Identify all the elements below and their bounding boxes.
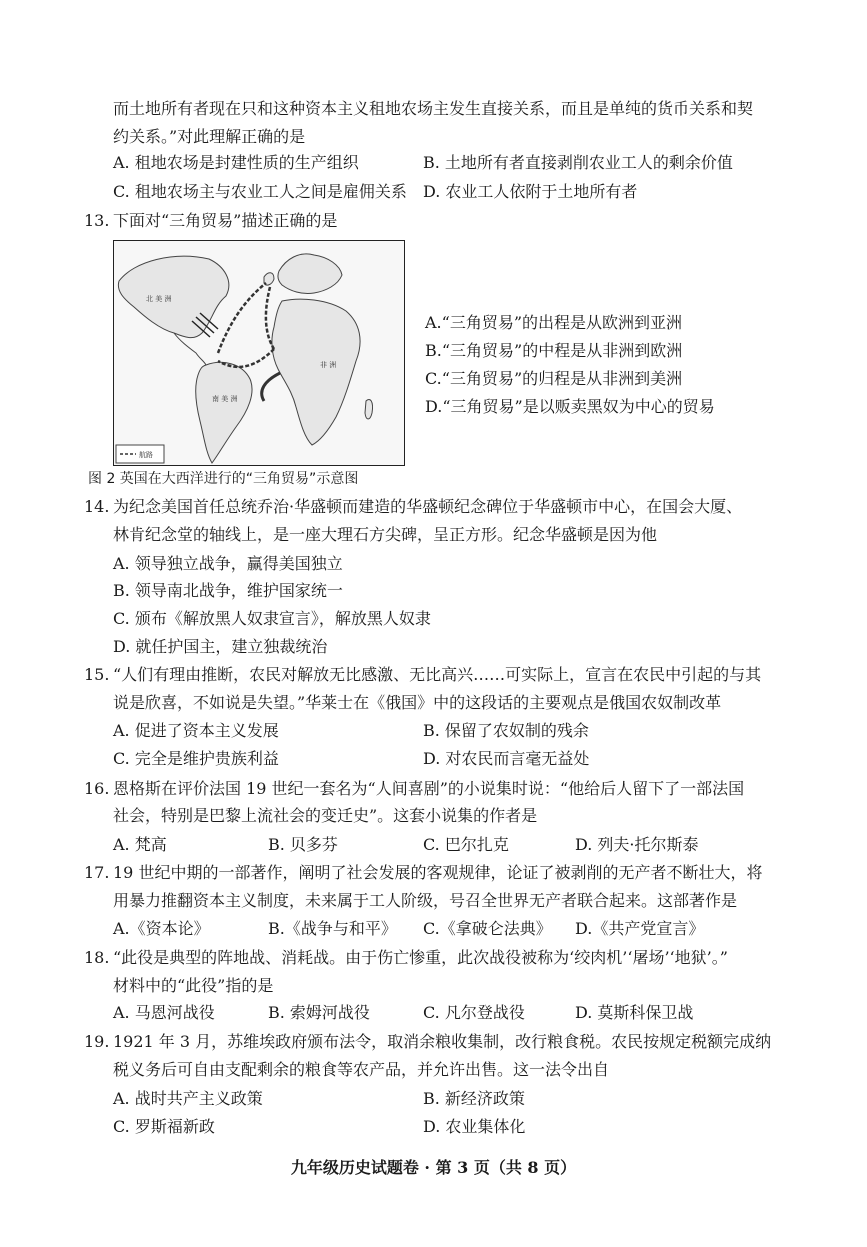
q13-number: 13. xyxy=(84,211,110,230)
q16-option-b: B. 贝多芬 xyxy=(268,835,338,854)
q16-number: 16. xyxy=(84,779,110,798)
map-label-north-america: 北 美 洲 xyxy=(146,295,172,303)
q16-option-c: C. 巴尔扎克 xyxy=(423,835,509,854)
q19-stem-line-2: 税义务后可自由支配剩余的粮食等农产品，并允许出售。这一法令出自 xyxy=(113,1060,610,1079)
q17-stem-line-1: 19 世纪中期的一部著作，阐明了社会发展的客观规律，论证了被剥削的无产者不断壮大，将 xyxy=(113,863,763,882)
q12-option-d: D. 农业工人依附于土地所有者 xyxy=(423,182,638,201)
triangle-trade-map xyxy=(113,240,405,466)
q15-number: 15. xyxy=(84,665,110,684)
q17-option-b: B.《战争与和平》 xyxy=(268,919,397,938)
q14-option-c: C. 颁布《解放黑人奴隶宣言》，解放黑人奴隶 xyxy=(113,609,431,628)
q15-option-a: A. 促进了资本主义发展 xyxy=(113,721,279,740)
map-label-africa: 非 洲 xyxy=(320,361,337,369)
q12-option-c: C. 租地农场主与农业工人之间是雇佣关系 xyxy=(113,182,407,201)
q19-option-a: A. 战时共产主义政策 xyxy=(113,1089,263,1108)
q14-option-a: A. 领导独立战争，赢得美国独立 xyxy=(113,554,343,573)
q17-option-d: D.《共产党宣言》 xyxy=(575,919,705,938)
page-footer: 九年级历史试题卷 · 第 3 页（共 8 页） xyxy=(290,1158,577,1177)
q17-number: 17. xyxy=(84,863,110,882)
q12-stem-line-2: 约关系。”对此理解正确的是 xyxy=(113,127,306,146)
q19-option-c: C. 罗斯福新政 xyxy=(113,1117,215,1136)
q13-option-a: A.“三角贸易”的出程是从欧洲到亚洲 xyxy=(425,313,683,332)
q15-option-b: B. 保留了农奴制的残余 xyxy=(423,721,589,740)
q19-stem-line-1: 1921 年 3 月，苏维埃政府颁布法令，取消余粮收集制，改行粮食税。农民按规定税额完成纳 xyxy=(113,1032,772,1051)
q17-option-a: A.《资本论》 xyxy=(113,919,210,938)
q13-figure-caption: 图 2 英国在大西洋进行的“三角贸易”示意图 xyxy=(88,471,359,487)
q18-option-a: A. 马恩河战役 xyxy=(113,1003,215,1022)
q17-stem-line-2: 用暴力推翻资本主义制度，未来属于工人阶级，号召全世界无产者联合起来。这部著作是 xyxy=(113,891,738,910)
q13-option-d: D.“三角贸易”是以贩卖黑奴为中心的贸易 xyxy=(425,397,715,416)
q19-option-d: D. 农业集体化 xyxy=(423,1117,526,1136)
q12-option-b: B. 土地所有者直接剥削农业工人的剩余价值 xyxy=(423,153,733,172)
q18-stem-line-2: 材料中的“此役”指的是 xyxy=(113,976,274,995)
q15-option-d: D. 对农民而言毫无益处 xyxy=(423,749,590,768)
q19-number: 19. xyxy=(84,1032,110,1051)
q19-option-b: B. 新经济政策 xyxy=(423,1089,525,1108)
q14-option-b: B. 领导南北战争，维护国家统一 xyxy=(113,581,343,600)
q12-option-a: A. 租地农场是封建性质的生产组织 xyxy=(113,153,359,172)
q18-option-c: C. 凡尔登战役 xyxy=(423,1003,525,1022)
q12-stem-line-1: 而土地所有者现在只和这种资本主义租地农场主发生直接关系，而且是单纯的货币关系和契 xyxy=(113,99,754,118)
q18-option-d: D. 莫斯科保卫战 xyxy=(575,1003,694,1022)
q18-stem-line-1: “此役是典型的阵地战、消耗战。由于伤亡惨重，此次战役被称为‘绞肉机’‘屠场’‘地狱’。” xyxy=(113,948,728,967)
q16-stem-line-1: 恩格斯在评价法国 19 世纪一套名为“人间喜剧”的小说集时说：“他给后人留下了一部法国 xyxy=(113,779,745,798)
q15-stem-line-2: 说是欣喜，不如说是失望。”华莱士在《俄国》中的这段话的主要观点是俄国农奴制改革 xyxy=(113,693,722,712)
q13-stem: 下面对“三角贸易”描述正确的是 xyxy=(113,211,338,230)
q13-option-c: C.“三角贸易”的归程是从非洲到美洲 xyxy=(425,369,683,388)
q17-option-c: C.《拿破仑法典》 xyxy=(423,919,552,938)
map-label-south-america: 南 美 洲 xyxy=(212,395,238,403)
q16-stem-line-2: 社会，特别是巴黎上流社会的变迁史”。这套小说集的作者是 xyxy=(113,806,538,825)
q14-stem-line-2: 林肯纪念堂的轴线上，是一座大理石方尖碑，呈正方形。纪念华盛顿是因为他 xyxy=(113,525,658,544)
q14-stem-line-1: 为纪念美国首任总统乔治·华盛顿而建造的华盛顿纪念碑位于华盛顿市中心，在国会大厦、 xyxy=(113,497,743,516)
q16-option-d: D. 列夫·托尔斯泰 xyxy=(575,835,699,854)
map-legend-label: 航路 xyxy=(139,451,153,459)
q16-option-a: A. 梵高 xyxy=(113,835,167,854)
q14-number: 14. xyxy=(84,497,110,516)
q15-option-c: C. 完全是维护贵族利益 xyxy=(113,749,279,768)
q14-option-d: D. 就任护国主，建立独裁统治 xyxy=(113,637,328,656)
q18-number: 18. xyxy=(84,948,110,967)
q18-option-b: B. 索姆河战役 xyxy=(268,1003,370,1022)
q13-option-b: B.“三角贸易”的中程是从非洲到欧洲 xyxy=(425,341,683,360)
q15-stem-line-1: “人们有理由推断，农民对解放无比感激、无比高兴……可实际上，宣言在农民中引起的与其 xyxy=(113,665,762,684)
triangle-trade-map-image xyxy=(114,241,404,465)
